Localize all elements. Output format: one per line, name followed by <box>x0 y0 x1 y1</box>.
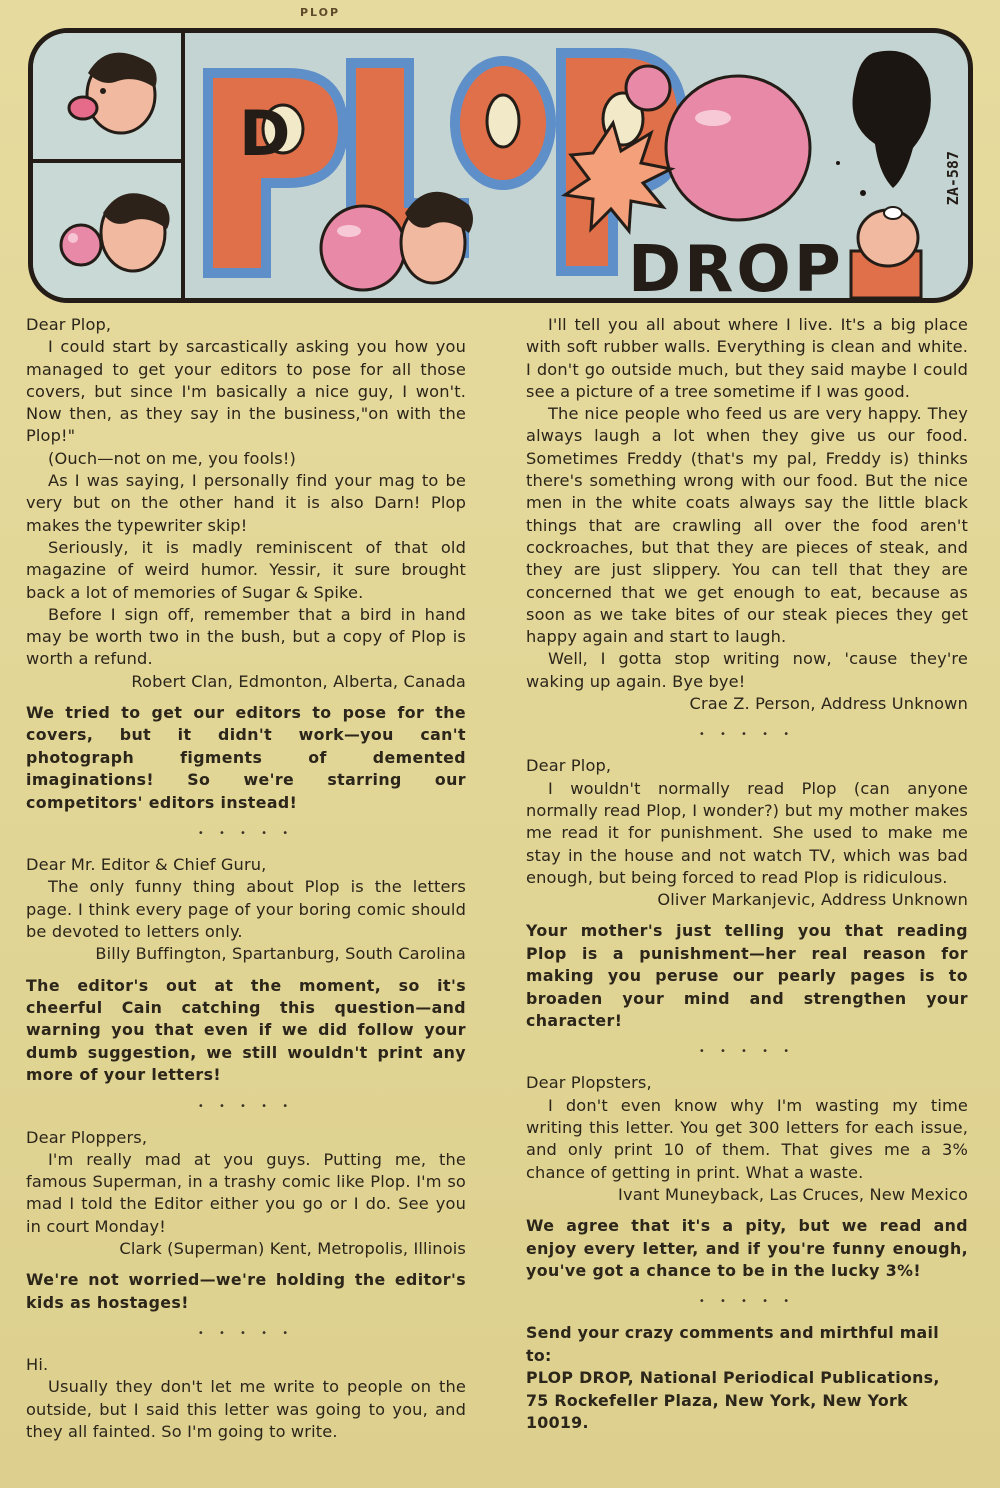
letter-paragraph: I'm really mad at you guys. Putting me, the famous Superman, in a trashy comic like Plop. I'm so mad I told the Editor either you go or I do. See you in court Monday! <box>26 1149 466 1236</box>
cartoon-face-middle <box>401 192 473 283</box>
left-column <box>26 314 466 1443</box>
letter-paragraph: Usually they don't let me write to people on the outside, but I said this letter was going to you, and they all fainted. So I'm going to write. <box>26 1377 466 1442</box>
issue-code: ZA-587 <box>944 151 962 206</box>
letter-signature: Crae Z. Person, Address Unknown <box>689 694 968 714</box>
letter-paragraph: As I was saying, I personally find your mag to be very but on the other hand it is also Darn! Plop makes the typewriter skip! <box>26 471 466 535</box>
editor-reply: We agree that it's a pity, but we read and enjoy every letter, and if you're funny enough, you've got a chance to be in the lucky 3%! <box>526 1216 968 1281</box>
letter-paragraph: Before I sign off, remember that a bird in hand may be worth two in the bush, but a copy of Plop is worth a refund. <box>26 604 466 669</box>
section-divider: • • • • • <box>698 1296 796 1308</box>
letter-signature: Oliver Markanjevic, Address Unknown <box>657 890 968 910</box>
mailing-address-line: 10019. <box>526 1413 589 1433</box>
letter-signature: Billy Buffington, Spartanburg, South Carolina <box>95 944 466 964</box>
plop-title-text: PLOP <box>300 6 341 19</box>
letter-ivant-muneyback <box>526 1072 968 1282</box>
section-divider: • • • • • <box>698 729 796 741</box>
letter-crae-z-person-start <box>26 1354 466 1443</box>
editor-reply: We tried to get our editors to pose for the covers, but it didn't work—you can't photograph figments of demented imaginations! So we're starring our competitors' editors instead! <box>26 703 466 812</box>
section-divider: • • • • • <box>197 1100 295 1112</box>
plop-drop-banner <box>28 28 973 303</box>
letter-paragraph: The nice people who feed us are very happy. They always laugh a lot when they give us our food. Sometimes Freddy (that's my pal, Freddy is) thinks there's something wrong with our food. But the nice men in the white coats always say the little black things that are crawling all over the food aren't cockroaches, but that they are pieces of steak, and they are just slippery. You can tell that they are concerned that we get enough to eat, because as soon as we take bites of our steak pieces they get happy again and start to laugh. <box>526 404 968 647</box>
letter-robert-clan <box>26 314 466 814</box>
letter-paragraph: The only funny thing about Plop is the letters page. I think every page of your boring comic should be devoted to letters only. <box>26 877 466 941</box>
letter-salutation: Dear Plop, <box>26 315 112 334</box>
letter-signature: Robert Clan, Edmonton, Alberta, Canada <box>131 671 466 691</box>
ink-splat <box>836 51 931 210</box>
letter-salutation: Dear Mr. Editor & Chief Guru, <box>26 855 267 875</box>
letter-salutation: Dear Ploppers, <box>26 1127 148 1147</box>
letter-clark-kent <box>26 1127 466 1315</box>
letter-oliver-markanjevic <box>526 755 968 1032</box>
letter-paragraph: Seriously, it is madly reminiscent of that old magazine of weird humor. Yessir, it sure brought back a lot of memories of Sugar & Spike. <box>26 537 466 602</box>
editor-reply: We're not worried—we're holding the editor's kids as hostages! <box>26 1270 466 1312</box>
mailing-address-line: Send your crazy comments and mirthful mail to: <box>526 1323 939 1365</box>
drop-title: DROP <box>628 233 844 298</box>
letter-d-inset: D <box>239 97 291 170</box>
letter-paragraph: I don't even know why I'm wasting my time writing this letter. You get 300 letters for each issue, and only print 10 of them. That gives me a 3% chance of getting in print. What a waste. <box>526 1095 968 1182</box>
mailing-address-line: PLOP DROP, National Periodical Publications, <box>526 1368 940 1388</box>
mailing-address-line: 75 Rockefeller Plaza, New York, New York <box>526 1390 908 1410</box>
editor-reply: The editor's out at the moment, so it's cheerful Cain catching this question—and warning you that even if we did follow your dumb suggestion, we still wouldn't print any more of your letters! <box>26 975 466 1085</box>
letter-salutation: Dear Plop, <box>526 756 612 776</box>
letter-paragraph: Well, I gotta stop writing now, 'cause they're waking up again. Bye bye! <box>526 649 968 691</box>
letter-billy-buffington <box>26 854 466 1087</box>
letter-signature: Clark (Superman) Kent, Metropolis, Illinois <box>119 1239 466 1259</box>
letter-salutation: Hi. <box>26 1355 49 1375</box>
mailing-address <box>526 1322 968 1434</box>
letter-paragraph: I wouldn't normally read Plop (can anyone normally read Plop, I wonder?) but my mother makes me read it for punishment. She used to make me stay in the house and not watch TV, which was bad enough, but being forced to read Plop is ridiculous. <box>526 778 968 887</box>
editor-reply: Your mother's just telling you that reading Plop is a punishment—her real reason for making you peruse our pearly pages is to broaden your mind and strengthen your character! <box>526 921 968 1031</box>
banner-art <box>33 33 968 298</box>
letter-paragraph: (Ouch—not on me, you fools!) <box>48 448 296 468</box>
section-divider: • • • • • <box>698 1046 796 1058</box>
section-divider: • • • • • <box>197 1328 295 1340</box>
letter-salutation: Dear Plopsters, <box>526 1073 652 1093</box>
cartoon-face-right <box>851 207 921 298</box>
letter-paragraph: I could start by sarcastically asking you how you managed to get your editors to pose for all those covers, but since I'm basically a nice guy, I won't. Now then, as they say in the business,"on with the Plop!" <box>26 337 466 446</box>
right-column <box>526 314 968 1434</box>
section-divider: • • • • • <box>197 828 295 840</box>
letter-crae-z-person-continued <box>526 314 968 715</box>
letter-signature: Ivant Muneyback, Las Cruces, New Mexico <box>618 1184 968 1204</box>
letter-paragraph: I'll tell you all about where I live. It's a big place with soft rubber walls. Everything is clean and white. I don't go outside much, but they said maybe I could see a picture of a tree sometime if I was good. <box>526 315 968 401</box>
